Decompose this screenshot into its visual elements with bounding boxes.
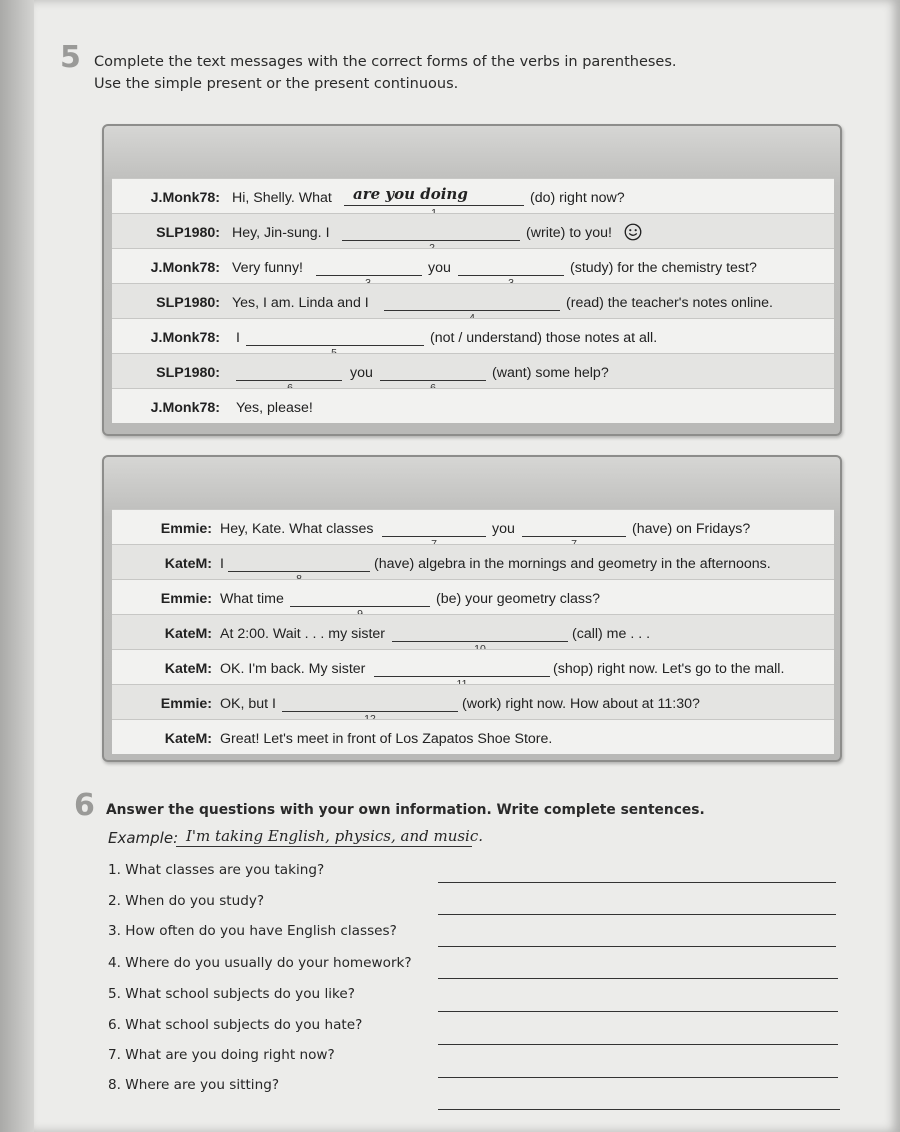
- answer-blank-11[interactable]: [374, 676, 550, 677]
- speaker-name: SLP1980:: [156, 225, 220, 241]
- answer-blank-9[interactable]: [290, 606, 430, 607]
- speaker-name: Emmie:: [160, 591, 212, 607]
- example-answer: I'm taking English, physics, and music.: [186, 827, 484, 845]
- smiley-face-icon: [624, 223, 642, 241]
- example-label: Example:: [108, 829, 179, 847]
- question-6: 6. What school subjects do you hate?: [108, 1017, 363, 1033]
- message-text: What time: [220, 591, 284, 607]
- message-text: Great! Let's meet in front of Los Zapatos Shoe Store.: [220, 731, 553, 747]
- message-text: Very funny!: [232, 260, 303, 276]
- answer-blank-2[interactable]: [342, 240, 520, 241]
- message-row: [112, 544, 834, 579]
- message-row: [112, 719, 834, 754]
- answer-blank-7a[interactable]: [382, 536, 486, 537]
- message-text: (write) to you!: [526, 225, 612, 241]
- section-6-instruction: Answer the questions with your own information. Write complete sentences.: [106, 802, 705, 818]
- speaker-name: J.Monk78:: [150, 400, 220, 416]
- example-underline: [176, 846, 472, 847]
- message-row: [112, 579, 834, 614]
- message-text: At 2:00. Wait . . . my sister: [220, 626, 386, 642]
- question-1: 1. What classes are you taking?: [108, 862, 325, 878]
- speaker-name: Emmie:: [160, 696, 212, 712]
- speaker-name: SLP1980:: [156, 295, 220, 311]
- answer-blank-3b[interactable]: [458, 275, 564, 276]
- message-text: Hey, Kate. What classes: [220, 521, 374, 537]
- message-text: Yes, please!: [236, 400, 313, 416]
- answer-blank-4[interactable]: [384, 310, 560, 311]
- message-text: (do) right now?: [530, 190, 625, 206]
- message-row: [112, 353, 834, 388]
- message-text: (call) me . . .: [572, 626, 651, 642]
- answer-line-3[interactable]: [438, 946, 836, 947]
- speaker-name: Emmie:: [160, 521, 212, 537]
- answer-blank-12[interactable]: [282, 711, 458, 712]
- message-text: (shop) right now. Let's go to the mall.: [553, 661, 785, 677]
- chat-panel-1-rows: [112, 178, 834, 430]
- answer-line-2[interactable]: [438, 914, 836, 915]
- example-answer-1: are you doing: [353, 185, 468, 203]
- message-text: OK, but I: [220, 696, 276, 712]
- message-row: [112, 684, 834, 719]
- answer-blank-6b[interactable]: [380, 380, 486, 381]
- message-text: (not / understand) those notes at all.: [430, 330, 658, 346]
- message-row: [112, 213, 834, 248]
- answer-line-4[interactable]: [438, 978, 838, 979]
- message-text: (have) algebra in the mornings and geometry in the afternoons.: [374, 556, 771, 572]
- question-5: 5. What school subjects do you like?: [108, 986, 355, 1002]
- speaker-name: KateM:: [164, 556, 212, 572]
- message-row: [112, 178, 834, 213]
- message-text: Hey, Jin-sung. I: [232, 225, 330, 241]
- question-2: 2. When do you study?: [108, 893, 265, 909]
- answer-line-7[interactable]: [438, 1077, 838, 1078]
- message-text: you: [428, 260, 451, 276]
- message-row: [112, 283, 834, 318]
- message-text: I: [236, 330, 240, 346]
- speaker-name: KateM:: [164, 661, 212, 677]
- chat-panel-1: [102, 124, 842, 436]
- message-text: you: [492, 521, 515, 537]
- section-5-instruction-line-2: Use the simple present or the present continuous.: [94, 76, 459, 92]
- question-7: 7. What are you doing right now?: [108, 1047, 335, 1063]
- answer-line-1[interactable]: [438, 882, 836, 883]
- message-row: [112, 318, 834, 353]
- question-8: 8. Where are you sitting?: [108, 1077, 280, 1093]
- message-text: I: [220, 556, 224, 572]
- answer-line-8[interactable]: [438, 1109, 840, 1110]
- message-row: [112, 649, 834, 684]
- section-5-number: 5: [60, 40, 81, 75]
- message-row: [112, 509, 834, 544]
- speaker-name: J.Monk78:: [150, 260, 220, 276]
- message-text: (have) on Fridays?: [632, 521, 751, 537]
- message-row: [112, 614, 834, 649]
- answer-blank-6a[interactable]: [236, 380, 342, 381]
- chat-panel-2-rows: [112, 509, 834, 756]
- answer-blank-7b[interactable]: [522, 536, 626, 537]
- answer-blank-8[interactable]: [228, 571, 370, 572]
- answer-line-5[interactable]: [438, 1011, 838, 1012]
- message-text: (study) for the chemistry test?: [570, 260, 757, 276]
- book-binding: [0, 0, 34, 1132]
- speaker-name: SLP1980:: [156, 365, 220, 381]
- message-text: (read) the teacher's notes online.: [566, 295, 773, 311]
- speaker-name: KateM:: [164, 626, 212, 642]
- answer-blank-3a[interactable]: [316, 275, 422, 276]
- section-5-instruction-line-1: Complete the text messages with the correct forms of the verbs in parentheses.: [94, 54, 677, 70]
- speaker-name: KateM:: [164, 731, 212, 747]
- message-text: Yes, I am. Linda and I: [232, 295, 369, 311]
- message-text: Hi, Shelly. What: [232, 190, 332, 206]
- message-text: (want) some help?: [492, 365, 609, 381]
- answer-blank-1[interactable]: [344, 205, 524, 206]
- message-row: [112, 248, 834, 283]
- speaker-name: J.Monk78:: [150, 330, 220, 346]
- answer-line-6[interactable]: [438, 1044, 838, 1045]
- message-row: [112, 388, 834, 423]
- answer-blank-5[interactable]: [246, 345, 424, 346]
- question-3: 3. How often do you have English classes?: [108, 923, 397, 939]
- answer-blank-10[interactable]: [392, 641, 568, 642]
- section-6-number: 6: [74, 788, 95, 823]
- question-4: 4. Where do you usually do your homework?: [108, 955, 412, 971]
- message-text: you: [350, 365, 373, 381]
- message-text: (be) your geometry class?: [436, 591, 601, 607]
- message-text: (work) right now. How about at 11:30?: [462, 696, 700, 712]
- message-text: OK. I'm back. My sister: [220, 661, 366, 677]
- speaker-name: J.Monk78:: [150, 190, 220, 206]
- chat-panel-2: [102, 455, 842, 762]
